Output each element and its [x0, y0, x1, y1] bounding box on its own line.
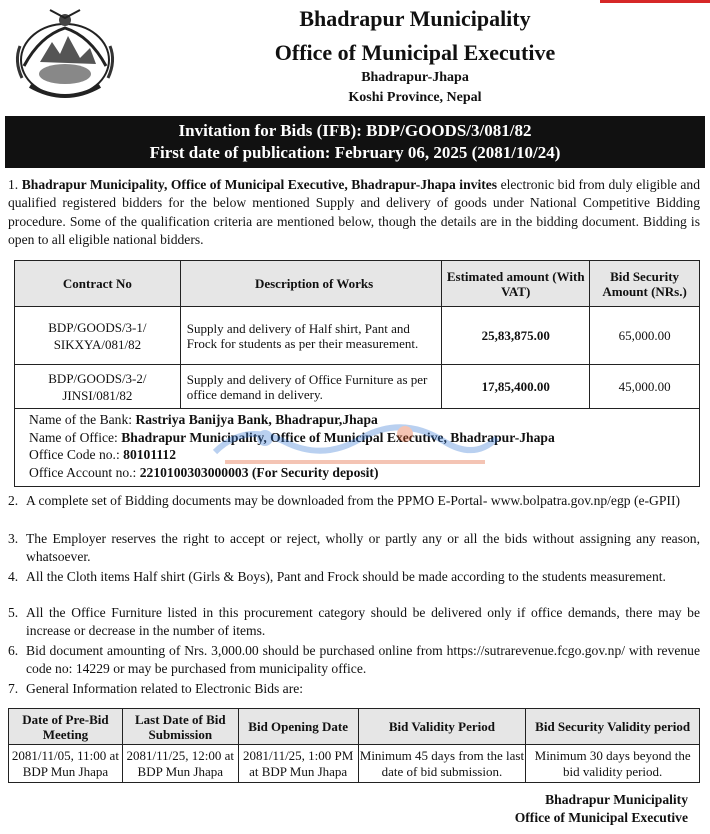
list-item — [8, 568, 700, 586]
item-number: 6. — [8, 643, 19, 658]
ifb-number: Invitation for Bids (IFB): BDP/GOODS/3/081/82 — [178, 121, 532, 140]
amount-cell: 17,85,400.00 — [442, 365, 590, 409]
col-bid-validity: Bid Validity Period — [358, 709, 526, 745]
security-cell: 65,000.00 — [590, 307, 700, 365]
col-bid-security: Bid Security Amount (NRs.) — [590, 261, 700, 307]
item-text: The Employer reserves the right to accept or reject, wholly or partly any or all the bids without assigning any reason, whatsoever. — [26, 531, 700, 565]
last-submission-cell: 2081/11/25, 12:00 at BDP Mun Jhapa — [122, 745, 238, 783]
bank-details — [14, 409, 700, 487]
item-number: 2. — [8, 493, 19, 508]
item-number: 5. — [8, 605, 19, 620]
description-cell: Supply and delivery of Office Furniture as per office demand in delivery. — [180, 365, 442, 409]
col-description: Description of Works — [180, 261, 442, 307]
col-estimated-amount: Estimated amount (With VAT) — [442, 261, 590, 307]
list-item — [8, 492, 700, 510]
pre-bid-meeting-cell: 2081/11/05, 11:00 at BDP Mun Jhapa — [9, 745, 123, 783]
col-pre-bid-meeting: Date of Pre-Bid Meeting — [9, 709, 123, 745]
bid-validity-cell: Minimum 45 days from the last date of bid submission. — [358, 745, 526, 783]
list-item — [8, 642, 700, 679]
office-account-line — [29, 464, 685, 482]
item-number: 7. — [8, 681, 19, 696]
office-name-label: Name of Office: — [29, 429, 122, 445]
bank-name-value: Rastriya Banijya Bank, Bhadrapur,Jhapa — [135, 412, 378, 427]
item-text: All the Office Furniture listed in this procurement category should be delivered only if office demands, there may be increase or decrease in the number of items. — [26, 605, 700, 639]
item-text: All the Cloth items Half shirt (Girls & Boys), Pant and Frock should be made according to the students measurement. — [26, 569, 666, 584]
table-header-row — [9, 709, 700, 745]
intro-text: electronic bid from duly eligible and qualified registered bidders for the below mentioned Supply and delivery of goods under National Competitive Bidding procedure. Some of the qualification criteria are mentioned below, though the details are in the bidding document. Bidding is open to all eligible national bidders. — [8, 177, 700, 248]
office-name-line — [29, 429, 685, 447]
item-number: 4. — [8, 569, 19, 584]
contract-no-cell: BDP/GOODS/3-2/ JINSI/081/82 — [15, 365, 181, 409]
office-location: Bhadrapur-Jhapa — [361, 70, 469, 85]
col-security-validity: Bid Security Validity period — [526, 709, 700, 745]
publication-date: First date of publication: February 06, 2025 (2081/10/24) — [149, 143, 561, 162]
org-name: Bhadrapur Municipality — [299, 6, 531, 31]
intro-number: 1. — [8, 177, 19, 192]
list-item — [8, 604, 700, 641]
item-text: General Information related to Electronic Bids are: — [26, 681, 304, 696]
intro-paragraph — [8, 176, 700, 250]
letterhead — [0, 0, 710, 114]
office-name-value: Bhadrapur Municipality, Office of Municipal Executive, Bhadrapur-Jhapa — [121, 429, 555, 445]
list-item — [8, 530, 700, 567]
bank-name-label: Name of the Bank: — [29, 412, 136, 427]
office-province: Koshi Province, Nepal — [348, 90, 482, 105]
list-item — [8, 680, 700, 698]
intro-bold: Bhadrapur Municipality, Office of Municipal Executive, Bhadrapur-Jhapa invites — [21, 177, 498, 192]
ifb-banner — [5, 116, 705, 168]
office-account-value: 2210100303000003 (For Security deposit) — [139, 464, 379, 480]
col-last-submission: Last Date of Bid Submission — [122, 709, 238, 745]
office-account-label: Office Account no.: — [29, 464, 140, 480]
office-code-label: Office Code no.: — [29, 447, 124, 462]
office-code-line — [29, 446, 685, 464]
office-name: Office of Municipal Executive — [274, 40, 556, 65]
bank-name-line — [29, 411, 685, 429]
table-row — [9, 745, 700, 783]
bid-schedule-table — [8, 708, 700, 783]
item-text: Bid document amounting of Nrs. 3,000.00 should be purchased online from https://sutrarevenue.fcgo.gov.np/ with revenue code no: 14229 or may be purchased from municipality office. — [26, 643, 700, 677]
nepal-emblem-icon — [10, 6, 120, 108]
amount-cell: 25,83,875.00 — [442, 307, 590, 365]
description-cell: Supply and delivery of Half shirt, Pant and Frock for students as per their measurement. — [180, 307, 442, 365]
col-bid-opening: Bid Opening Date — [238, 709, 358, 745]
table-row — [15, 307, 700, 365]
table-row — [15, 365, 700, 409]
item-text: A complete set of Bidding documents may be downloaded from the PPMO E-Portal- www.bolpatra.gov.np/egp (e-GPII) — [26, 493, 681, 508]
signature-org: Bhadrapur Municipality — [545, 792, 688, 807]
signature-office: Office of Municipal Executive — [514, 810, 688, 825]
contract-no-cell: BDP/GOODS/3-1/ SIKXYA/081/82 — [15, 307, 181, 365]
contracts-table — [14, 260, 700, 409]
table-header-row — [15, 261, 700, 307]
bid-opening-cell: 2081/11/25, 1:00 PM at BDP Mun Jhapa — [238, 745, 358, 783]
col-contract-no: Contract No — [15, 261, 181, 307]
item-number: 3. — [8, 531, 19, 546]
security-validity-cell: Minimum 30 days beyond the bid validity period. — [526, 745, 700, 783]
office-code-value: 80101112 — [123, 447, 177, 462]
security-cell: 45,000.00 — [590, 365, 700, 409]
